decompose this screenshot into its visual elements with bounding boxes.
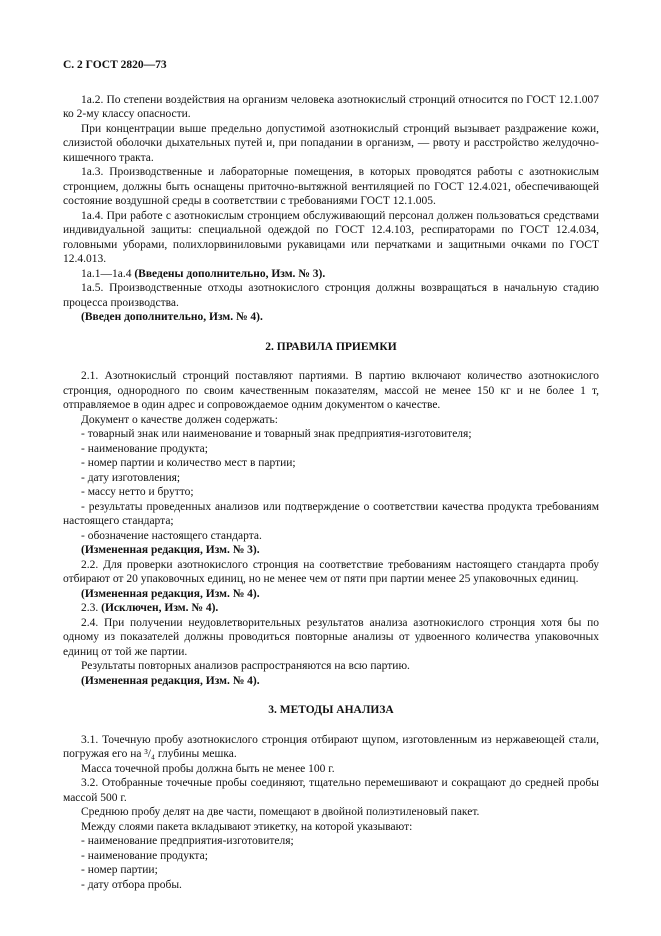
section-3-title: 3. МЕТОДЫ АНАЛИЗА (268, 704, 394, 716)
list-item: - результаты проведенных анализов или подтверждение о соответствии качества продукта требованиям настоящего стандарта; (63, 500, 599, 527)
amendment-note: (Введены дополнительно, Изм. № 3). (134, 267, 326, 280)
list-item: - номер партии и количество мест в партии; (81, 457, 296, 469)
clause-1a5-note: (Введен дополнительно, Изм. № 4). (81, 311, 263, 323)
clause-2-1-doc-intro: Документ о качестве должен содержать: (81, 413, 278, 426)
amendment-note-izm3: (Измененная редакция, Изм. № 3). (81, 544, 260, 556)
list-item: - наименование предприятия-изготовителя; (81, 835, 294, 847)
clause-2-4-continuation: Результаты повторных анализов распространяются на всю партию. (81, 660, 410, 672)
list-item: - обозначение настоящего стандарта. (81, 529, 262, 542)
clause-3-1: 3.1. Точечную пробу азотнокислого стронция отбирают щупом, изготовленным из нержавеющей стали, погружая его на ³/₄ глубины мешка. (63, 733, 599, 760)
page-header: С. 2 ГОСТ 2820—73 (63, 59, 167, 71)
clause-1a2: 1а.2. По степени воздействия на организм человека азотнокислый стронций относится по ГОСТ 12.1.007 ко 2-му классу опасности. (63, 93, 599, 120)
list-item: - товарный знак или наименование и товарный знак предприятия-изготовителя; (81, 428, 472, 440)
amendment-note-izm4-a: (Измененная редакция, Изм. № 4). (81, 587, 260, 600)
amendment-note-izm4-b: (Измененная редакция, Изм. № 4). (81, 674, 260, 687)
list-item: - наименование продукта; (81, 849, 208, 862)
clause-range: 1а.1—1а.4 (81, 267, 135, 280)
clause-2-3 (63, 601, 599, 616)
clause-2-3-number: 2.3. (81, 602, 102, 614)
list-item: - номер партии; (81, 864, 158, 876)
clause-2-4: 2.4. При получении неудовлетворительных результатов анализа азотнокислого стронция хотя бы по одному из показателей должны проводиться повторные анализы от удвоенного количества упаковочных единиц от той же партии. (63, 616, 599, 658)
clause-3-1-continuation: Масса точечной пробы должна быть не менее 100 г. (81, 762, 335, 775)
clause-1a2-continuation: При концентрации выше предельно допустимой азотнокислый стронций вызывает раздражение кожи, слизистой оболочки дыхательных путей и, при попадании в организм, — рвоту и расстройство желудочно-кишечного тракта. (63, 122, 599, 164)
list-item: - дату изготовления; (81, 471, 181, 484)
clause-1a5: 1а.5. Производственные отходы азотнокислого стронция должны возвращаться в начальную стадию процесса производства. (63, 282, 599, 309)
clause-3-2-continuation-2: Между слоями пакета вкладывают этикетку, на которой указывают: (81, 820, 413, 833)
list-item: - массу нетто и брутто; (81, 486, 194, 498)
list-item: - дату отбора пробы. (81, 878, 182, 891)
section-2-title: 2. ПРАВИЛА ПРИЕМКИ (265, 340, 397, 353)
clause-2-1: 2.1. Азотнокислый стронций поставляют партиями. В партию включают количество азотнокислого стронция, однородного по своим качественным показателям, массой не менее 150 кг и не более 1 т, отправляемое в один адрес и сопровождаемое одним документом о качестве. (63, 370, 599, 411)
clause-1a1-1a4-note (63, 267, 599, 282)
clause-2-2: 2.2. Для проверки азотнокислого стронция на соответствие требованиям настоящего стандарта пробу отбирают от 20 упаковочных единиц, но не менее чем от пяти при партии менее 25 упаковочных единиц. (63, 558, 599, 585)
clause-1a3: 1а.3. Производственные и лабораторные помещения, в которых проводятся работы с азотнокислым стронцием, должны быть оснащены приточно-вытяжной вентиляцией по ГОСТ 12.4.021, обеспечивающей состояние воздушной среды в соответствии с требованиями ГОСТ 12.1.005. (63, 166, 599, 207)
list-item: - наименование продукта; (81, 442, 208, 455)
clause-1a4: 1а.4. При работе с азотнокислым стронцием обслуживающий персонал должен пользоваться средствами индивидуальной защиты: специальной одеждой по ГОСТ 12.4.103, респираторами по ГОСТ 12.4.034, головными уборами, полихлорвиниловыми рукавицами или перчатками и защитными очками по ГОСТ 12.4.013. (63, 209, 599, 265)
clause-3-2: 3.2. Отобранные точечные пробы соединяют, тщательно перемешивают и сокращают до средней пробы массой 500 г. (63, 777, 599, 804)
clause-3-2-continuation-1: Среднюю пробу делят на две части, помещают в двойной полиэтиленовый пакет. (81, 806, 480, 818)
excluded-note: (Исключен, Изм. № 4). (101, 602, 219, 614)
